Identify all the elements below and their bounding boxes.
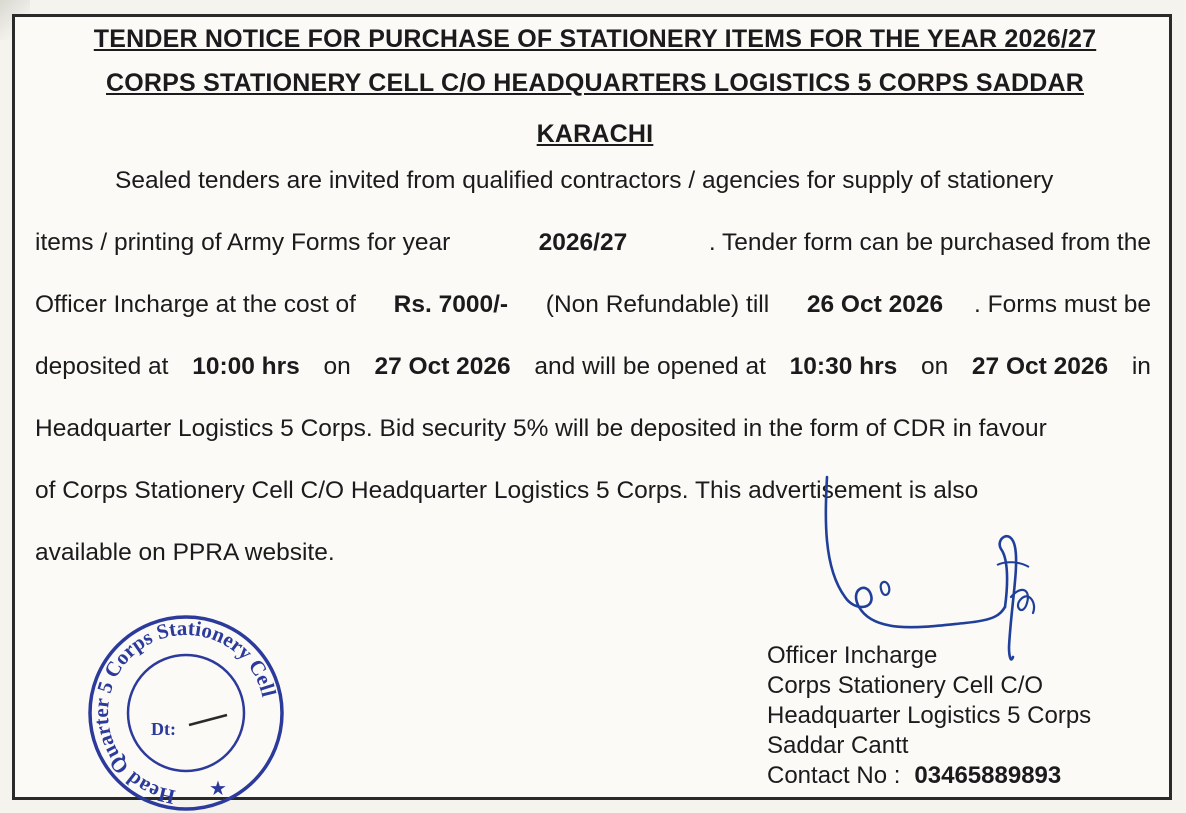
signatory-block bbox=[767, 641, 1091, 791]
contact-label: Contact No : bbox=[767, 762, 901, 789]
body-line-3 bbox=[35, 291, 1151, 319]
body-line-1 bbox=[115, 167, 1151, 195]
signatory-designation: Officer Incharge bbox=[767, 642, 938, 669]
signatory-unit: Corps Stationery Cell C/O bbox=[767, 672, 1044, 699]
body-text: on bbox=[914, 353, 956, 380]
body-text: (Non Refundable) till bbox=[539, 291, 776, 318]
body-text: items / printing of Army Forms for year bbox=[35, 229, 458, 256]
body-text: in bbox=[1125, 353, 1151, 380]
body-text: available on PPRA website. bbox=[35, 539, 335, 566]
body-text: on bbox=[316, 353, 358, 380]
contact-number: 03465889893 bbox=[914, 762, 1062, 789]
body-text: and will be opened at bbox=[527, 353, 773, 380]
tender-year: 2026/27 bbox=[538, 229, 628, 256]
opening-time: 10:30 hrs bbox=[789, 353, 898, 380]
body-line-4 bbox=[35, 353, 1151, 381]
body-text: of Corps Stationery Cell C/O Headquarter Logistics 5 Corps. This advertisement is also bbox=[35, 477, 979, 504]
body-line-5 bbox=[35, 415, 1151, 443]
stamp-center-text: Dt: bbox=[151, 719, 176, 739]
signatory-hq: Headquarter Logistics 5 Corps bbox=[767, 702, 1092, 729]
opening-date: 27 Oct 2026 bbox=[971, 353, 1109, 380]
body-line-2 bbox=[35, 229, 1151, 257]
body-text: Officer Incharge at the cost of bbox=[35, 291, 363, 318]
notice-title: TENDER NOTICE FOR PURCHASE OF STATIONERY ITEMS FOR THE YEAR 2026/27 bbox=[93, 25, 1097, 53]
tender-cost: Rs. 7000/- bbox=[393, 291, 509, 318]
star-icon: ★ bbox=[209, 778, 227, 800]
body-text: deposited at bbox=[35, 353, 176, 380]
purchase-deadline: 26 Oct 2026 bbox=[806, 291, 944, 318]
body-text: . Forms must be bbox=[974, 291, 1151, 318]
contact-row bbox=[767, 761, 1091, 791]
stamp-ring-text: Head Quarter 5 Corps Stationery Cell bbox=[89, 615, 282, 810]
body-text: Headquarter Logistics 5 Corps. Bid security 5% will be deposited in the form of CDR in favour bbox=[35, 415, 1047, 442]
body-text: Sealed tenders are invited from qualified contractors / agencies for supply of stationery bbox=[115, 167, 1054, 194]
deposit-date: 27 Oct 2026 bbox=[374, 353, 511, 380]
body-text: . Tender form can be purchased from the bbox=[708, 229, 1151, 256]
tender-notice bbox=[12, 14, 1172, 810]
deposit-time: 10:00 hrs bbox=[192, 353, 300, 380]
notice-city: KARACHI bbox=[536, 120, 654, 148]
notice-subtitle: CORPS STATIONERY CELL C/O HEADQUARTERS LOGISTICS 5 CORPS SADDAR bbox=[106, 69, 1084, 97]
signatory-location: Saddar Cantt bbox=[767, 732, 909, 759]
official-stamp bbox=[81, 613, 291, 813]
